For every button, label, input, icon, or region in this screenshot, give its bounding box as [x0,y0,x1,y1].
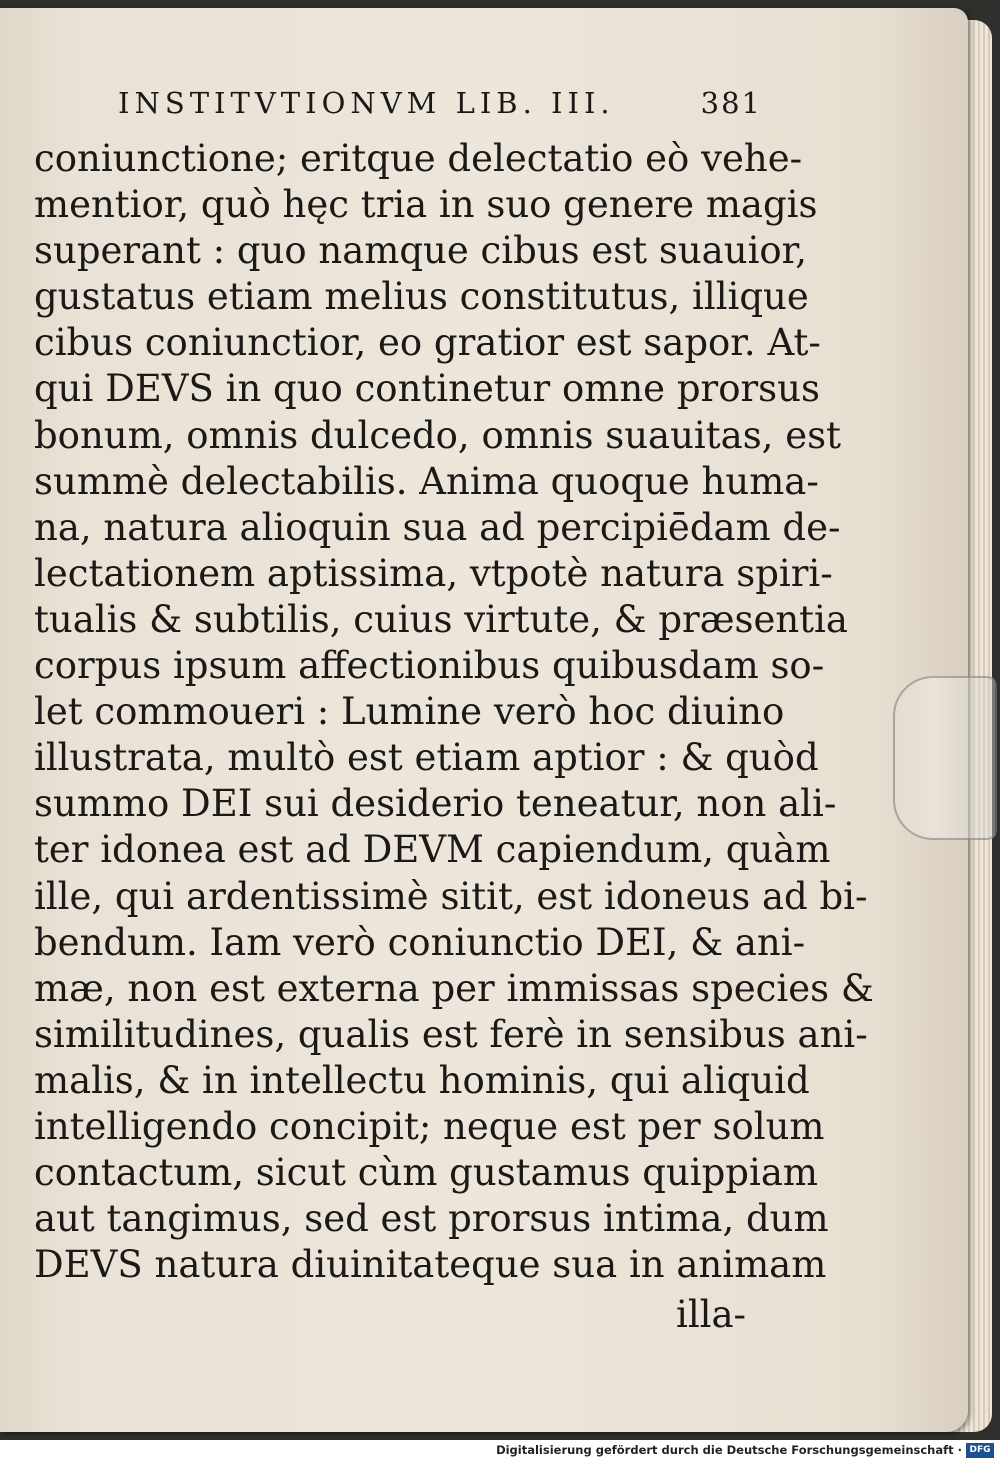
text-line: tualis & subtilis, cuius virtute, & præsentia [34,597,848,641]
text-line: ter idonea est ad DEVM capiendum, quàm [34,828,831,872]
text-line: qui DEVS in quo continetur omne prorsus [34,367,820,411]
text-line: similitudines, qualis est ferè in sensibus ani- [34,1012,868,1056]
text-line: malis, & in intellectu hominis, qui aliquid [34,1058,810,1102]
text-line: lectationem aptissima, vtpotè natura spiri- [34,551,833,595]
text-line: superant : quo namque cibus est suauior, [34,229,808,273]
text-line: mentior, quò hęc tria in suo genere magis [34,183,818,227]
text-line: coniunctione; eritque delectatio eò vehe- [34,137,803,180]
book-page [0,8,968,1432]
running-title: INSTITVTIONVM LIB. III. [118,86,615,120]
text-line: mæ, non est externa per immissas species & [34,966,874,1010]
text-line: ille, qui ardentissimè sitit, est idoneus ad bi- [34,874,868,918]
body-text [34,136,874,1288]
page-number: 381 [700,86,762,120]
text-line: bendum. Iam verò coniunctio DEI, & ani- [34,920,806,964]
funding-credit: Digitalisierung gefördert durch die Deutsche Forschungsgemeinschaft · [496,1443,962,1457]
text-line: gustatus etiam melius constitutus, illique [34,275,809,319]
text-line: DEVS natura diuinitateque sua in animam [34,1243,827,1287]
text-line: bonum, omnis dulcedo, omnis suauitas, est [34,413,841,457]
text-line: let commoueri : Lumine verò hoc diuino [34,690,785,734]
text-line: summo DEI sui desiderio teneatur, non ali- [34,782,837,826]
text-line: cibus coniunctior, eo gratior est sapor. At- [34,321,821,365]
catchword: illa- [676,1293,747,1336]
text-line: intelligendo concipit; neque est per solum [34,1104,825,1148]
footer-bar [0,1440,1000,1462]
page-clip [893,676,997,840]
running-header [118,86,762,126]
text-line: illustrata, multò est etiam aptior : & quòd [34,736,819,780]
text-line: na, natura alioquin sua ad percipiēdam de- [34,505,841,549]
text-line: summè delectabilis. Anima quoque huma- [34,459,819,503]
text-line: aut tangimus, sed est prorsus intima, dum [34,1197,829,1241]
text-line: corpus ipsum affectionibus quibusdam so- [34,644,825,688]
dfg-logo-icon: DFG [966,1443,994,1458]
text-line: contactum, sicut cùm gustamus quippiam [34,1151,818,1195]
